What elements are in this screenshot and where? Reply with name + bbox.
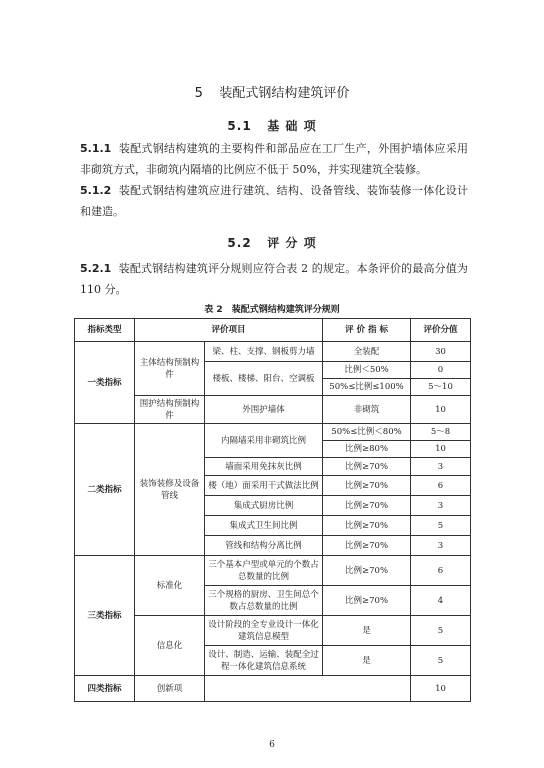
score-cell: 5～8 xyxy=(411,424,471,441)
header-indicator: 评 价 指 标 xyxy=(323,319,411,342)
group-cell: 标准化 xyxy=(135,556,205,616)
indicator-cell: 是 xyxy=(323,646,411,676)
score-cell: 3 xyxy=(411,536,471,556)
score-cell: 6 xyxy=(411,556,471,586)
indicator-cell: 全装配 xyxy=(323,342,411,362)
score-cell: 5～10 xyxy=(411,379,471,396)
item-cell: 墙面采用免抹灰比例 xyxy=(205,458,323,476)
item-cell: 设计、制造、运输、装配全过程一体化建筑信息系统 xyxy=(205,646,323,676)
clause-5-1-2 xyxy=(80,180,468,222)
table-row xyxy=(75,396,471,424)
table-header-row xyxy=(75,319,471,342)
indicator-cell: 比例≥70% xyxy=(323,516,411,536)
item-cell: 管线和结构分离比例 xyxy=(205,536,323,556)
indicator-cell: 是 xyxy=(323,616,411,646)
table-row xyxy=(75,676,471,702)
clause-text: 装配式钢结构建筑评分规则应符合表 2 的规定。本条评价的最高分值为 110 分。 xyxy=(80,262,468,296)
header-item: 评价项目 xyxy=(135,319,323,342)
score-cell: 3 xyxy=(411,496,471,516)
group-cell: 装饰装修及设备管线 xyxy=(135,424,205,556)
clause-id: 5.2.1 xyxy=(80,262,112,275)
section-title: 评 分 项 xyxy=(267,236,317,250)
category-cell: 一类指标 xyxy=(75,342,135,424)
item-cell: 楼（地）面采用干式做法比例 xyxy=(205,476,323,496)
chapter-number: 5 xyxy=(194,86,203,101)
indicator-cell: 比例≥70% xyxy=(323,496,411,516)
score-cell: 10 xyxy=(411,441,471,458)
category-cell: 三类指标 xyxy=(75,556,135,676)
indicator-cell: 50%≤比例≤100% xyxy=(323,379,411,396)
group-cell: 主体结构预制构件 xyxy=(135,342,205,396)
clause-5-1-1 xyxy=(80,138,468,180)
item-cell: 梁、柱、支撑、钢板剪力墙 xyxy=(205,342,323,362)
chapter-title: 装配式钢结构建筑评价 xyxy=(219,86,350,101)
page-number: 6 xyxy=(269,740,275,750)
header-score: 评价分值 xyxy=(411,319,471,342)
table-row xyxy=(75,342,471,362)
clause-id: 5.1.1 xyxy=(80,142,112,155)
indicator-cell: 比例≥70% xyxy=(323,556,411,586)
group-cell: 创新项 xyxy=(135,676,205,702)
item-cell: 三个规格的厨房、卫生间总个数占总数量的比例 xyxy=(205,586,323,616)
item-cell: 楼板、楼梯、阳台、空调板 xyxy=(205,362,323,396)
score-cell: 30 xyxy=(411,342,471,362)
group-cell: 围护结构预制构件 xyxy=(135,396,205,424)
table-row xyxy=(75,424,471,441)
score-cell: 3 xyxy=(411,458,471,476)
indicator-cell: 比例＜50% xyxy=(323,362,411,379)
indicator-cell: 比例≥70% xyxy=(323,536,411,556)
score-cell: 6 xyxy=(411,476,471,496)
item-cell: 集成式厨房比例 xyxy=(205,496,323,516)
score-cell: 4 xyxy=(411,586,471,616)
clause-text: 装配式钢结构建筑的主要构件和部品应在工厂生产，外围护墙体应采用非砌筑方式，非砌筑内隔墙的比例应不低于 50%，并实现建筑全装修。 xyxy=(80,142,469,176)
item-cell: 设计阶段的全专业设计一体化建筑信息模型 xyxy=(205,616,323,646)
item-cell: 内隔墙采用非砌筑比例 xyxy=(205,424,323,458)
chapter-heading xyxy=(0,82,544,101)
clause-id: 5.1.2 xyxy=(80,184,112,197)
item-cell xyxy=(205,676,411,702)
section-heading-scoring xyxy=(0,234,544,251)
score-cell: 5 xyxy=(411,646,471,676)
item-cell: 外围护墙体 xyxy=(205,396,323,424)
score-cell: 5 xyxy=(411,616,471,646)
section-number: 5.1 xyxy=(227,119,252,133)
score-cell: 10 xyxy=(411,676,471,702)
clause-5-2-1 xyxy=(80,258,468,300)
section-title: 基 础 项 xyxy=(267,119,317,133)
indicator-cell: 50%≤比例＜80% xyxy=(323,424,411,441)
indicator-cell: 比例≥70% xyxy=(323,586,411,616)
group-cell: 信息化 xyxy=(135,616,205,676)
table-row xyxy=(75,616,471,646)
score-cell: 0 xyxy=(411,362,471,379)
category-cell: 二类指标 xyxy=(75,424,135,556)
table-row xyxy=(75,556,471,586)
section-heading-basic xyxy=(0,117,544,134)
indicator-cell: 非砌筑 xyxy=(323,396,411,424)
table-caption: 表 2 装配式钢结构建筑评分规则 xyxy=(204,305,340,315)
clause-text: 装配式钢结构建筑应进行建筑、结构、设备管线、装饰装修一体化设计和建造。 xyxy=(80,184,469,218)
item-cell: 三个基本户型或单元的个数占总数量的比例 xyxy=(205,556,323,586)
score-cell: 5 xyxy=(411,516,471,536)
section-number: 5.2 xyxy=(227,236,252,250)
indicator-cell: 比例≥70% xyxy=(323,476,411,496)
scoring-table xyxy=(74,318,471,702)
item-cell: 集成式卫生间比例 xyxy=(205,516,323,536)
category-cell: 四类指标 xyxy=(75,676,135,702)
indicator-cell: 比例≥70% xyxy=(323,458,411,476)
score-cell: 10 xyxy=(411,396,471,424)
header-category: 指标类型 xyxy=(75,319,135,342)
indicator-cell: 比例≥80% xyxy=(323,441,411,458)
